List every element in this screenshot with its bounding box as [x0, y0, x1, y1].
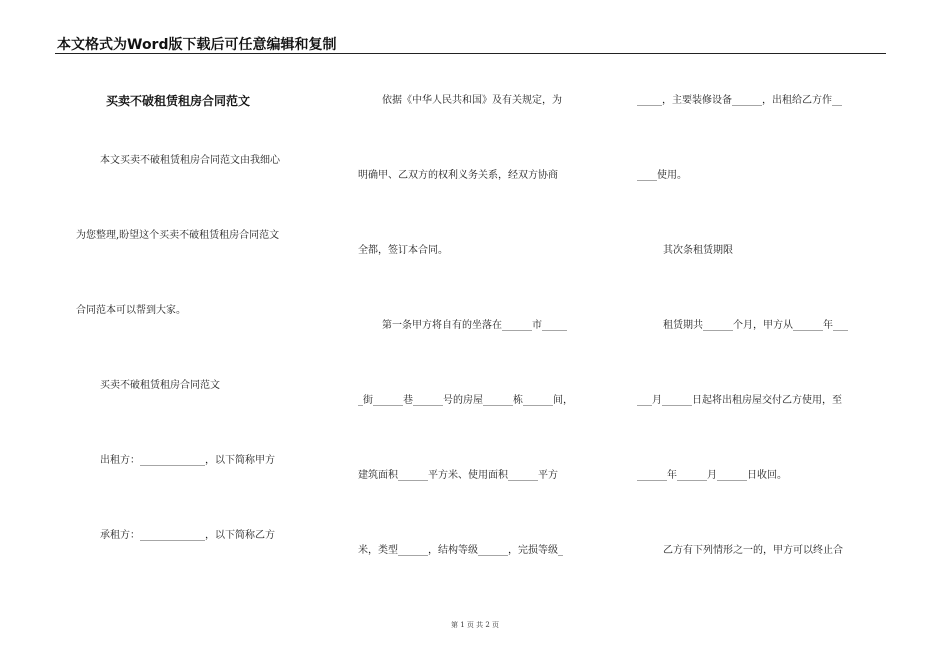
article-2-heading: 其次条租赁期限 — [663, 245, 733, 256]
paragraph-line: 米，类型______，结构等级______，完损等级_ — [358, 545, 563, 556]
paragraph-line: 明确甲、乙双方的权利义务关系，经双方协商 — [358, 170, 558, 181]
section-heading: 买卖不破租赁租房合同范文 — [100, 380, 220, 391]
article-1-line: 第一条甲方将自有的坐落在______市_____ — [382, 320, 567, 331]
paragraph-line: _____，主要装修设备______，出租给乙方作__ — [637, 95, 842, 106]
paragraph-line: 建筑面积______平方米、使用面积______平方 — [358, 470, 558, 481]
text-column-1 — [76, 0, 326, 672]
paragraph-line: 为您整理,盼望这个买卖不破租赁租房合同范文 — [76, 230, 280, 241]
lessee-line: 承租方：_____________，以下简称乙方 — [100, 530, 275, 541]
paragraph-line: ___月______日起将出租房屋交付乙方使用，至 — [637, 395, 842, 406]
paragraph-line: 本文买卖不破租赁租房合同范文由我细心 — [100, 155, 280, 166]
paragraph-line: 全都，签订本合同。 — [358, 245, 448, 256]
paragraph-line: 乙方有下列情形之一的，甲方可以终止合 — [663, 545, 843, 556]
paragraph-line: 租赁期共______个月，甲方从______年___ — [663, 320, 848, 331]
document-title: 买卖不破租赁租房合同范文 — [106, 94, 251, 108]
paragraph-line: 合同范本可以帮到大家。 — [76, 305, 186, 316]
text-column-2 — [358, 0, 620, 672]
lessor-line: 出租方：_____________，以下简称甲方 — [100, 455, 275, 466]
document-header-title: 本文格式为Word版下载后可任意编辑和复制 — [57, 37, 337, 53]
text-column-3 — [637, 0, 899, 672]
page-number-footer: 第 1 页 共 2 页 — [450, 621, 500, 629]
paragraph-line: ____使用。 — [637, 170, 687, 181]
paragraph-line: _街______巷______号的房屋______栋______间， — [358, 395, 573, 406]
paragraph-line: 依据《中华人民共和国》及有关规定，为 — [382, 95, 562, 106]
paragraph-line: ______年______月______日收回。 — [637, 470, 787, 481]
